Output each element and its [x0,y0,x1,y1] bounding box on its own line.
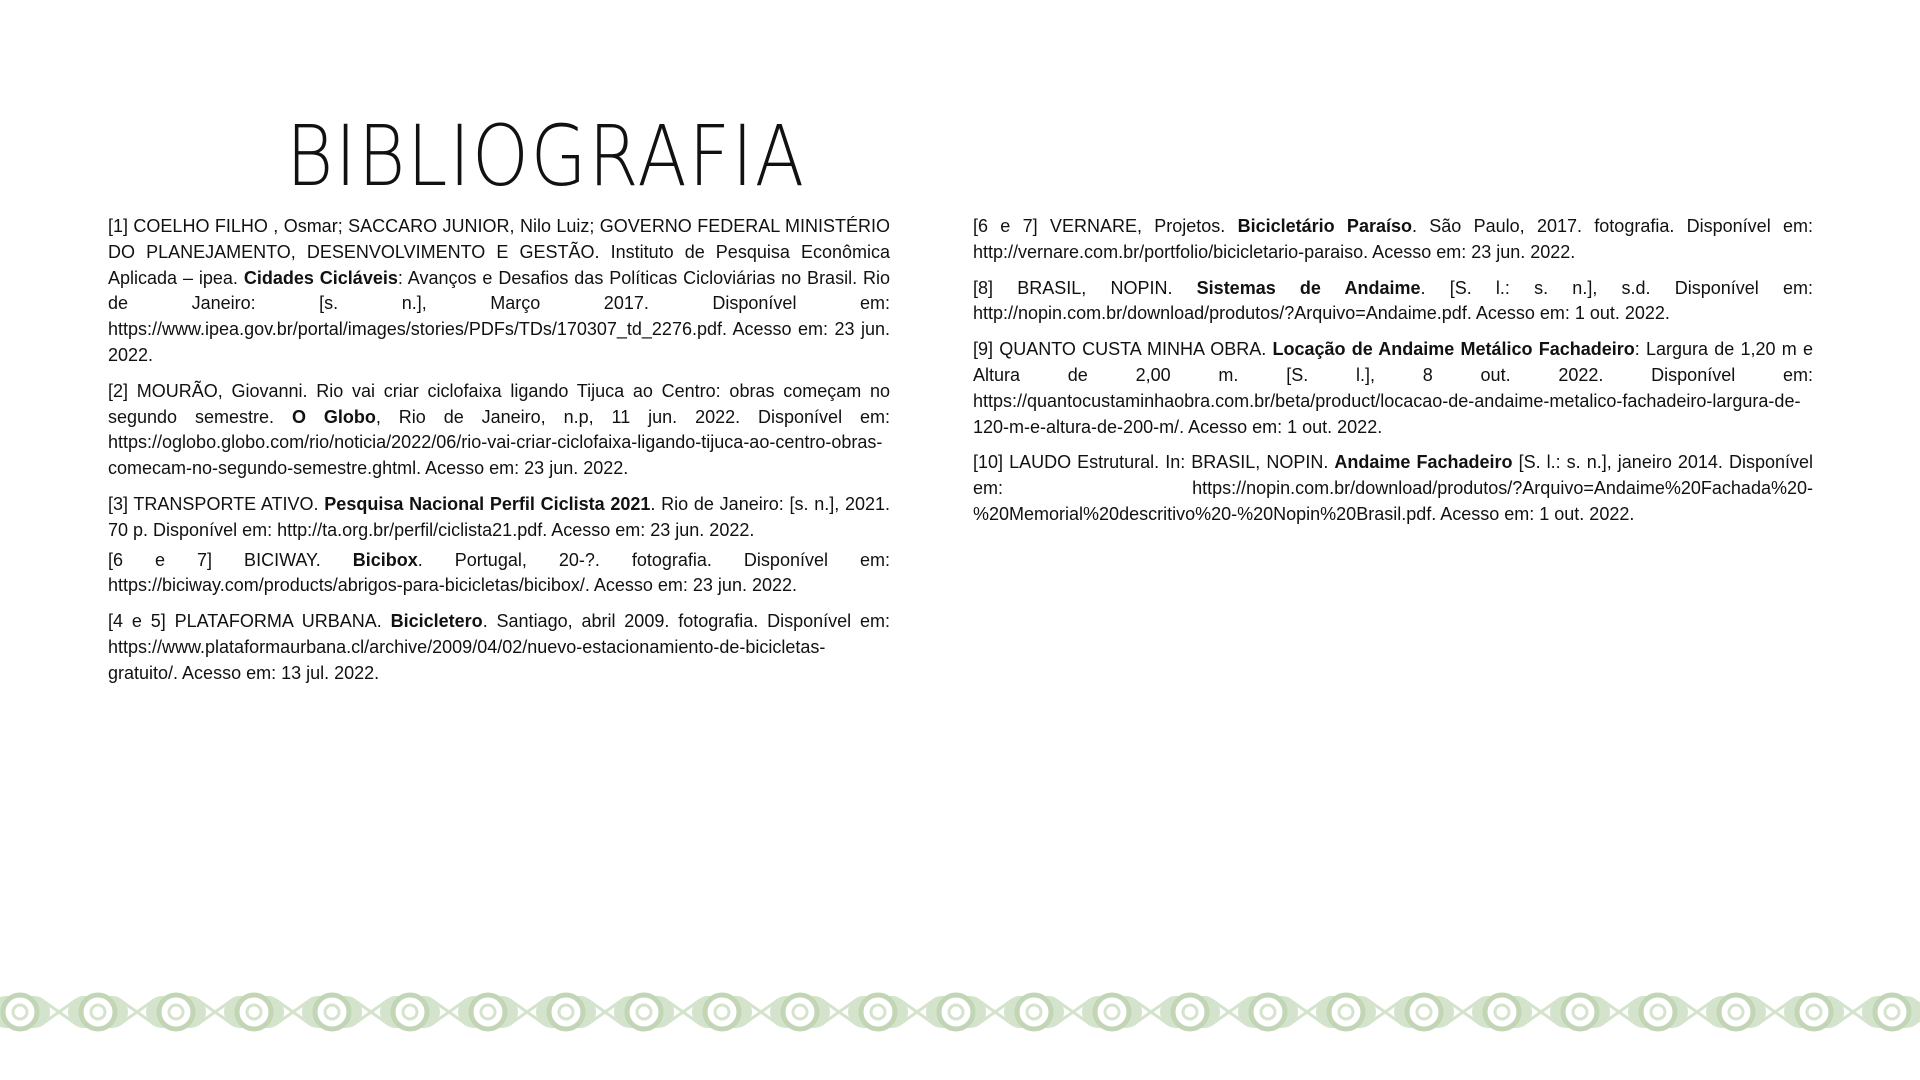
chain-roller [1719,995,1753,1029]
chain-roller [1563,995,1597,1029]
chain-roller [81,995,115,1029]
reference-10: [10] LAUDO Estrutural. In: BRASIL, NOPIN. Andaime Fachadeiro [S. l.: s. n.], janeiro 2014. Disponível em: https://nopin.com.br/download/produtos/?Arquivo=Andaime%20Fachada%20-%20Memorial%20descritivo%20-%20Nopin%20Brasil.pdf. Acesso em: 1 out. 2022. [973,452,1814,524]
reference-9: [9] QUANTO CUSTA MINHA OBRA. Locação de Andaime Metálico Fachadeiro: Largura de 1,20 m e Altura de 2,00 m. [S. l.], 8 out. 2022. Disponível em: https://quantocustaminhaobra.com.br/beta/product/locacao-de-andaime-metalico-fachadeiro-largura-de-120-m-e-altura-de-200-m/. Acesso em: 1 out. 2022. [973,339,1813,437]
chain-roller [1407,995,1441,1029]
chain-roller [159,995,193,1029]
chain-roller [315,995,349,1029]
chain-roller [627,995,661,1029]
chain-roller [1641,995,1675,1029]
chain-roller [705,995,739,1029]
chain-roller [1485,995,1519,1029]
reference-2: [2] MOURÃO, Giovanni. Rio vai criar ciclofaixa ligando Tijuca ao Centro: obras começam no segundo semestre. O Globo, Rio de Janeiro, n.p, 11 jun. 2022. Disponível em: https://oglobo.globo.com/rio/noticia/2022/06/rio-vai-criar-ciclofaixa-ligando-tijuca-ao-centro-obras-comecam-no-segundo-semestre.ghtml. Acesso em: 23 jun. 2022. [108,380,890,479]
reference-6-7-vernare: [6 e 7] VERNARE, Projetos. Bicicletário Paraíso. São Paulo, 2017. fotografia. Disponível em: http://vernare.com.br/portfolio/bicicletario-paraiso. Acesso em: 23 jun. 2022. [973,216,1813,262]
chain-roller [1329,995,1363,1029]
chain-roller [1017,995,1051,1029]
chain-roller [3,995,37,1029]
references-right-column [973,214,1813,538]
reference-1: [1] COELHO FILHO , Osmar; SACCARO JUNIOR, Nilo Luiz; GOVERNO FEDERAL MINISTÉRIO DO PLANEJAMENTO, DESENVOLVIMENTO E GESTÃO. Instituto de Pesquisa Econômica Aplicada – ipea. Cidades Cicláveis: Avanços e Desafios das Políticas Cicloviárias no Brasil. Rio de Janeiro: [s. n.], Março 2017. Disponível em: https://www.ipea.gov.br/portal/images/stories/PDFs/TDs/170307_td_2276.pdf. Acesso em: 23 jun. 2022. [108,216,890,365]
chain-roller [549,995,583,1029]
bicycle-chain-border-icon [0,982,1920,1042]
chain-roller [393,995,427,1029]
chain-roller [1797,995,1831,1029]
chain-roller [1875,995,1909,1029]
chain-roller [1095,995,1129,1029]
chain-roller [237,995,271,1029]
chain-roller [939,995,973,1029]
chain-roller [783,995,817,1029]
reference-3: [3] TRANSPORTE ATIVO. Pesquisa Nacional Perfil Ciclista 2021. Rio de Janeiro: [s. n.], 2021. 70 p. Disponível em: http://ta.org.br/perfil/ciclista21.pdf. Acesso em: 23 jun. 2022. [108,493,891,540]
chain-roller [1173,995,1207,1029]
chain-roller [1251,995,1285,1029]
page-title: BIBLIOGRAFIA [286,107,806,205]
chain-roller [861,995,895,1029]
chain-roller [471,995,505,1029]
reference-6-7-biciway: [6 e 7] BICIWAY. Bicibox. Portugal, 20-?. fotografia. Disponível em: https://biciway.com/products/abrigos-para-bicicletas/bicibox/. Acesso em: 23 jun. 2022. [108,549,890,596]
reference-4-5: [4 e 5] PLATAFORMA URBANA. Bicicletero. Santiago, abril 2009. fotografia. Disponível em: https://www.plataformaurbana.cl/archive/2009/04/02/nuevo-estacionamiento-de-bicicletas-gratuito/. Acesso em: 13 jul. 2022. [108,611,890,683]
reference-8: [8] BRASIL, NOPIN. Sistemas de Andaime. [S. l.: s. n.], s.d. Disponível em: http://nopin.com.br/download/produtos/?Arquivo=Andaime.pdf. Acesso em: 1 out. 2022. [973,277,1813,324]
references-left-column [108,214,890,697]
